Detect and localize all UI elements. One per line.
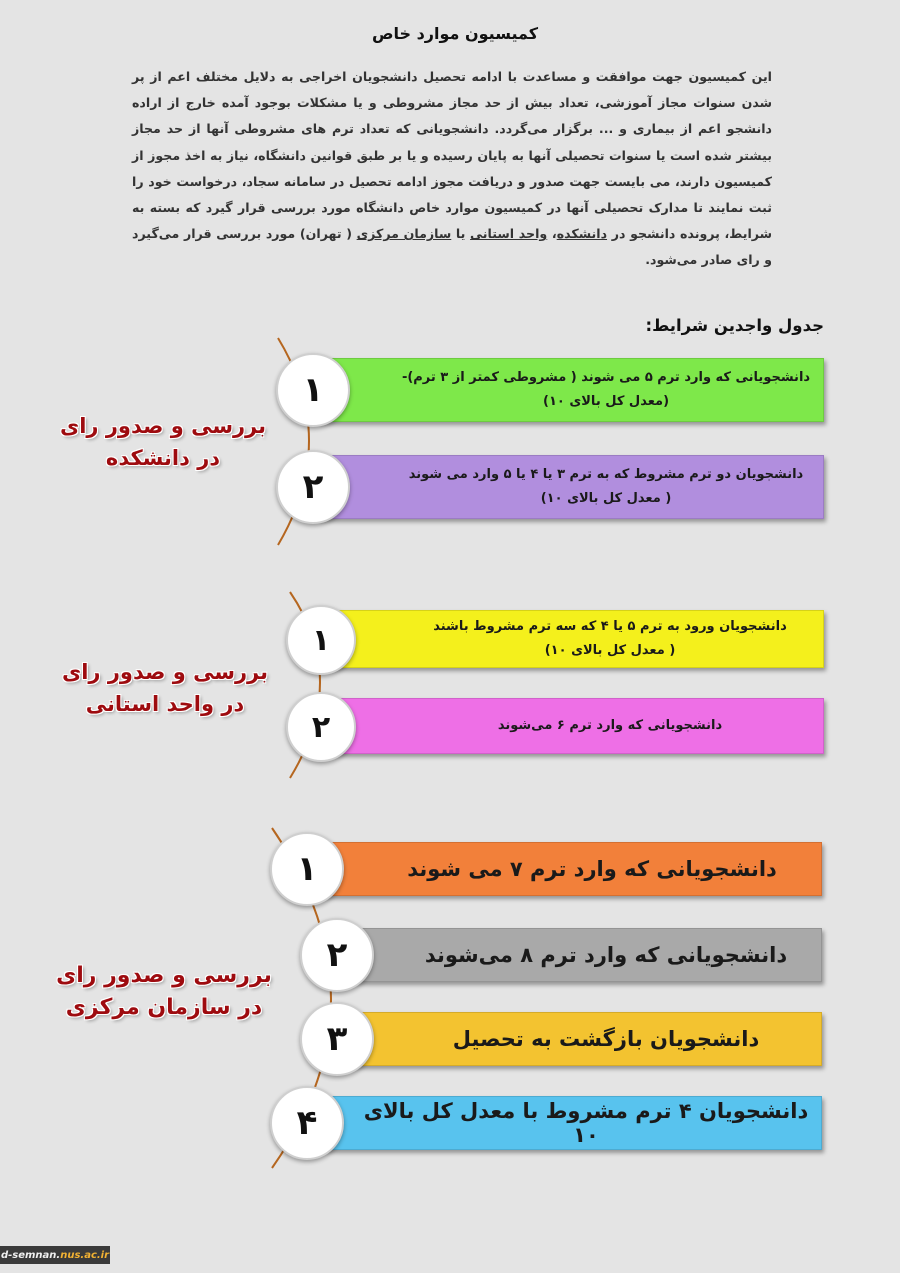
number-badge: ۳ [300,1002,374,1076]
condition-text: دانشجویانی که وارد ترم ۷ می شوند [407,857,777,881]
condition-bar [312,842,822,896]
condition-subtext: (معدل کل بالای ۱۰) [542,394,670,409]
section-label-provincial [50,656,280,720]
number-badge: ۱ [270,832,344,906]
condition-text: دانشجویانی که وارد ترم ۸ می‌شوند [424,943,788,967]
number-badge: ۲ [286,692,356,762]
condition-bar [318,455,824,519]
site-footer-link[interactable] [0,1246,110,1264]
section-label-line: در واحد استانی [85,692,245,716]
footer-prefix: d-semnan. [0,1249,61,1261]
number-badge: ۴ [270,1086,344,1160]
table-heading: جدول واجدین شرایط: [645,316,824,335]
section-label-central [48,960,280,1024]
section-label-line: بررسی و صدور رای [59,414,267,438]
link-provincial-unit: واحد استانی [470,226,548,242]
intro-text-1: این کمیسیون جهت موافقت و مساعدت با ادامه تحصیل دانشجویان اخراجی به دلایل مختلف اعم از پر شدن سنوات مجاز آموزشی، تعداد بیش از حد مجاز مشروطی و یا مشکلات بوجود آمده خارج از اراده دانشجو اعم از بیماری و ... برگزار می‌گردد. دانشجویانی که تعداد ترم های مشروطی آنها از حد مجاز بیشتر شده است یا سنوات تحصیلی آنها به پایان رسیده و یا بر طبق قوانین دانشگاه، نیاز به اخذ مجوز از کمیسیون دارند، می بایست جهت صدور و دریافت مجوز ادامه تحصیل در سامانه سجاد، درخواست خود را ثبت نمایند تا مدارک تحصیلی آنها در کمیسیون موارد خاص دانشگاه مورد بررسی قرار گیرد که بسته به شرایط، پرونده دانشجو در [132,69,773,242]
condition-bar [318,358,824,422]
condition-text: دانشجویان ۴ ترم مشروط با معدل کل بالای ۱۰ [363,1099,809,1147]
section-label-line: بررسی و صدور رای [56,963,272,988]
condition-text: دانشجویان بازگشت به تحصیل [452,1027,760,1051]
footer-suffix: nus.ac.ir [60,1249,110,1261]
link-faculty: دانشکده [556,226,608,242]
intro-sep-2: یا [455,226,466,242]
condition-bar [310,1096,822,1150]
number-badge: ۲ [276,450,350,524]
condition-bar [340,928,822,982]
number-badge: ۱ [286,605,356,675]
link-central-organization: سازمان مرکزی [356,226,452,242]
condition-text: دانشجویان دو ترم مشروط که به ترم ۳ یا ۴ یا ۵ وارد می شوند [408,467,804,482]
number-badge: ۲ [300,918,374,992]
condition-text: دانشجویانی که وارد ترم ۵ می شوند ( مشروطی کمتر از ۳ ترم)- [401,370,811,385]
page-title: کمیسیون موارد خاص [371,24,539,43]
condition-text: دانشجویانی که وارد ترم ۶ می‌شوند [497,718,723,733]
section-label-line: در دانشکده [105,446,221,470]
section-label-line: در سازمان مرکزی [65,995,263,1020]
condition-subtext: ( معدل کل بالای ۱۰) [544,643,676,658]
condition-bar [326,698,824,754]
intro-sep-1: ، [551,226,557,242]
condition-bar [340,1012,822,1066]
condition-subtext: ( معدل کل بالای ۱۰) [540,491,672,506]
number-badge: ۱ [276,353,350,427]
section-label-line: بررسی و صدور رای [61,660,269,684]
section-label-faculty [48,410,278,474]
intro-text-2: ( تهران) مورد بررسی قرار می‌گیرد و رای صادر می‌شود. [132,226,772,268]
condition-text: دانشجویان ورود به ترم ۵ یا ۴ که سه ترم مشروط باشند [433,619,787,634]
condition-bar [326,610,824,668]
